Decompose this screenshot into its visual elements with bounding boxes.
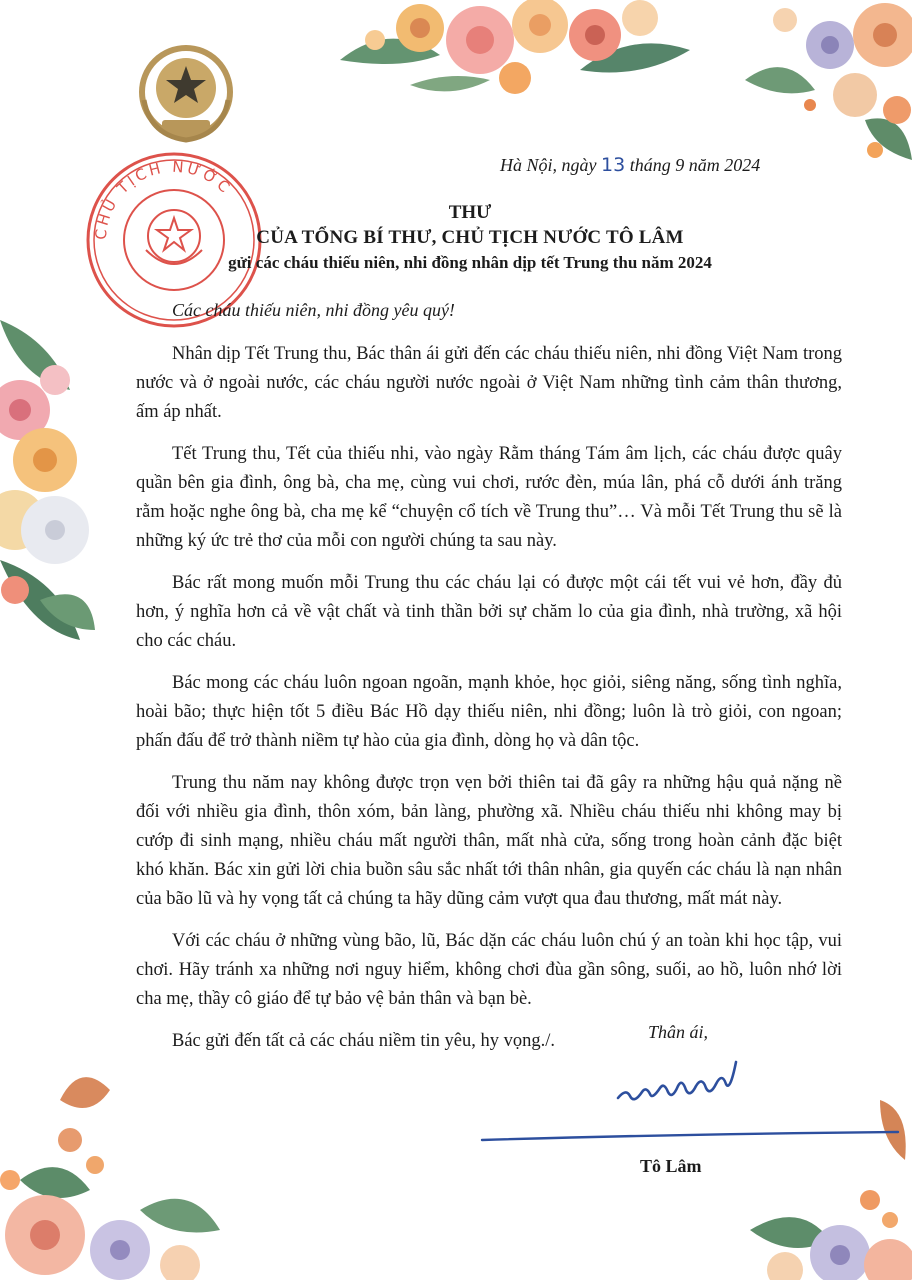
date-suffix: tháng 9 năm 2024 bbox=[625, 155, 761, 175]
closing: Thân ái, bbox=[648, 1022, 709, 1042]
date-day: 13 bbox=[601, 154, 626, 176]
paragraph: Bác mong các cháu luôn ngoan ngoãn, mạnh khỏe, học giỏi, siêng năng, sống tình nghĩa, hoài bão; thực hiện tốt 5 điều Bác Hồ dạy thiếu niên, nhi đồng; luôn là trò giỏi, con ngoan; phấn đấu để trở thành niềm tự hào của gia đình, dòng họ và dân tộc. bbox=[136, 673, 842, 751]
title-line-1: THƯ bbox=[448, 202, 492, 223]
paragraph: Bác rất mong muốn mỗi Trung thu các cháu lại có được một cái tết vui vẻ hơn, đầy đủ hơn, ý nghĩa hơn cả về vật chất và tinh thần bởi sự chăm lo của gia đình, nhà trường, xã hội cho các cháu. bbox=[136, 573, 842, 651]
flower-decoration-bottom-left-icon bbox=[0, 1060, 230, 1280]
title-line-3: gửi các cháu thiếu niên, nhi đồng nhân dịp tết Trung thu năm 2024 bbox=[228, 253, 712, 272]
flower-decoration-bottom-right-icon bbox=[730, 1090, 912, 1280]
paragraph: Với các cháu ở những vùng bão, lũ, Bác dặn các cháu luôn chú ý an toàn khi học tập, vui chơi. Hãy tránh xa những nơi nguy hiểm, không chơi đùa gần sông, suối, ao hồ, luôn nhớ lời cha mẹ, thầy cô giáo để tự bảo vệ bản thân và bạn bè. bbox=[136, 931, 842, 1009]
flower-decoration-top-icon bbox=[330, 0, 700, 105]
signature-underline bbox=[480, 1128, 900, 1146]
flower-decoration-left-icon bbox=[0, 300, 100, 670]
date-prefix: Hà Nội, ngày bbox=[500, 155, 601, 175]
paragraph: Trung thu năm nay không được trọn vẹn bởi thiên tai đã gây ra những hậu quả nặng nề đối với nhiều gia đình, thôn xóm, bản làng, phường xã. Nhiều cháu thiếu nhi không may bị cướp đi sinh mạng, nhiều cháu mất người thân, mất nhà cửa, sống trong hoàn cảnh đặc biệt khó khăn. Bác xin gửi lời chia buồn sâu sắc nhất tới thân nhân, gia quyến các cháu là nạn nhân của bão lũ và hy vọng tất cả chúng ta hãy dũng cảm vượt qua đau thương, mất mát này. bbox=[136, 773, 842, 909]
paragraph: Nhân dịp Tết Trung thu, Bác thân ái gửi đến các cháu thiếu niên, nhi đồng Việt Nam trong nước và ở ngoài nước, các cháu người nước ngoài ở Việt Nam những tình cảm thân thương, ấm áp nhất. bbox=[136, 344, 842, 422]
signature-icon bbox=[612, 1048, 752, 1118]
letter-body bbox=[136, 340, 842, 1069]
national-emblem-icon bbox=[130, 40, 242, 152]
signer-name: Tô Lâm bbox=[640, 1156, 702, 1176]
paragraph: Bác gửi đến tất cả các cháu niềm tin yêu, hy vọng./. bbox=[172, 1031, 555, 1051]
paragraph: Tết Trung thu, Tết của thiếu nhi, vào ngày Rằm tháng Tám âm lịch, các cháu được quây quần bên gia đình, ông bà, cha mẹ, cùng vui chơi, rước đèn, múa lân, phá cỗ dưới ánh trăng rằm hoặc nghe ông bà, cha mẹ kể “chuyện cổ tích về Trung thu”… Và mỗi Tết Trung thu sẽ là những ký ức trẻ thơ của mỗi con người chúng ta sau này. bbox=[136, 444, 842, 551]
greeting: Các cháu thiếu niên, nhi đồng yêu quý! bbox=[172, 300, 455, 320]
title-line-2: CỦA TỔNG BÍ THƯ, CHỦ TỊCH NƯỚC TÔ LÂM bbox=[256, 227, 684, 248]
location-date bbox=[500, 154, 820, 176]
seal-ring-text: CHỦ TỊCH NƯỚC bbox=[91, 157, 236, 241]
letter-title bbox=[140, 200, 800, 276]
